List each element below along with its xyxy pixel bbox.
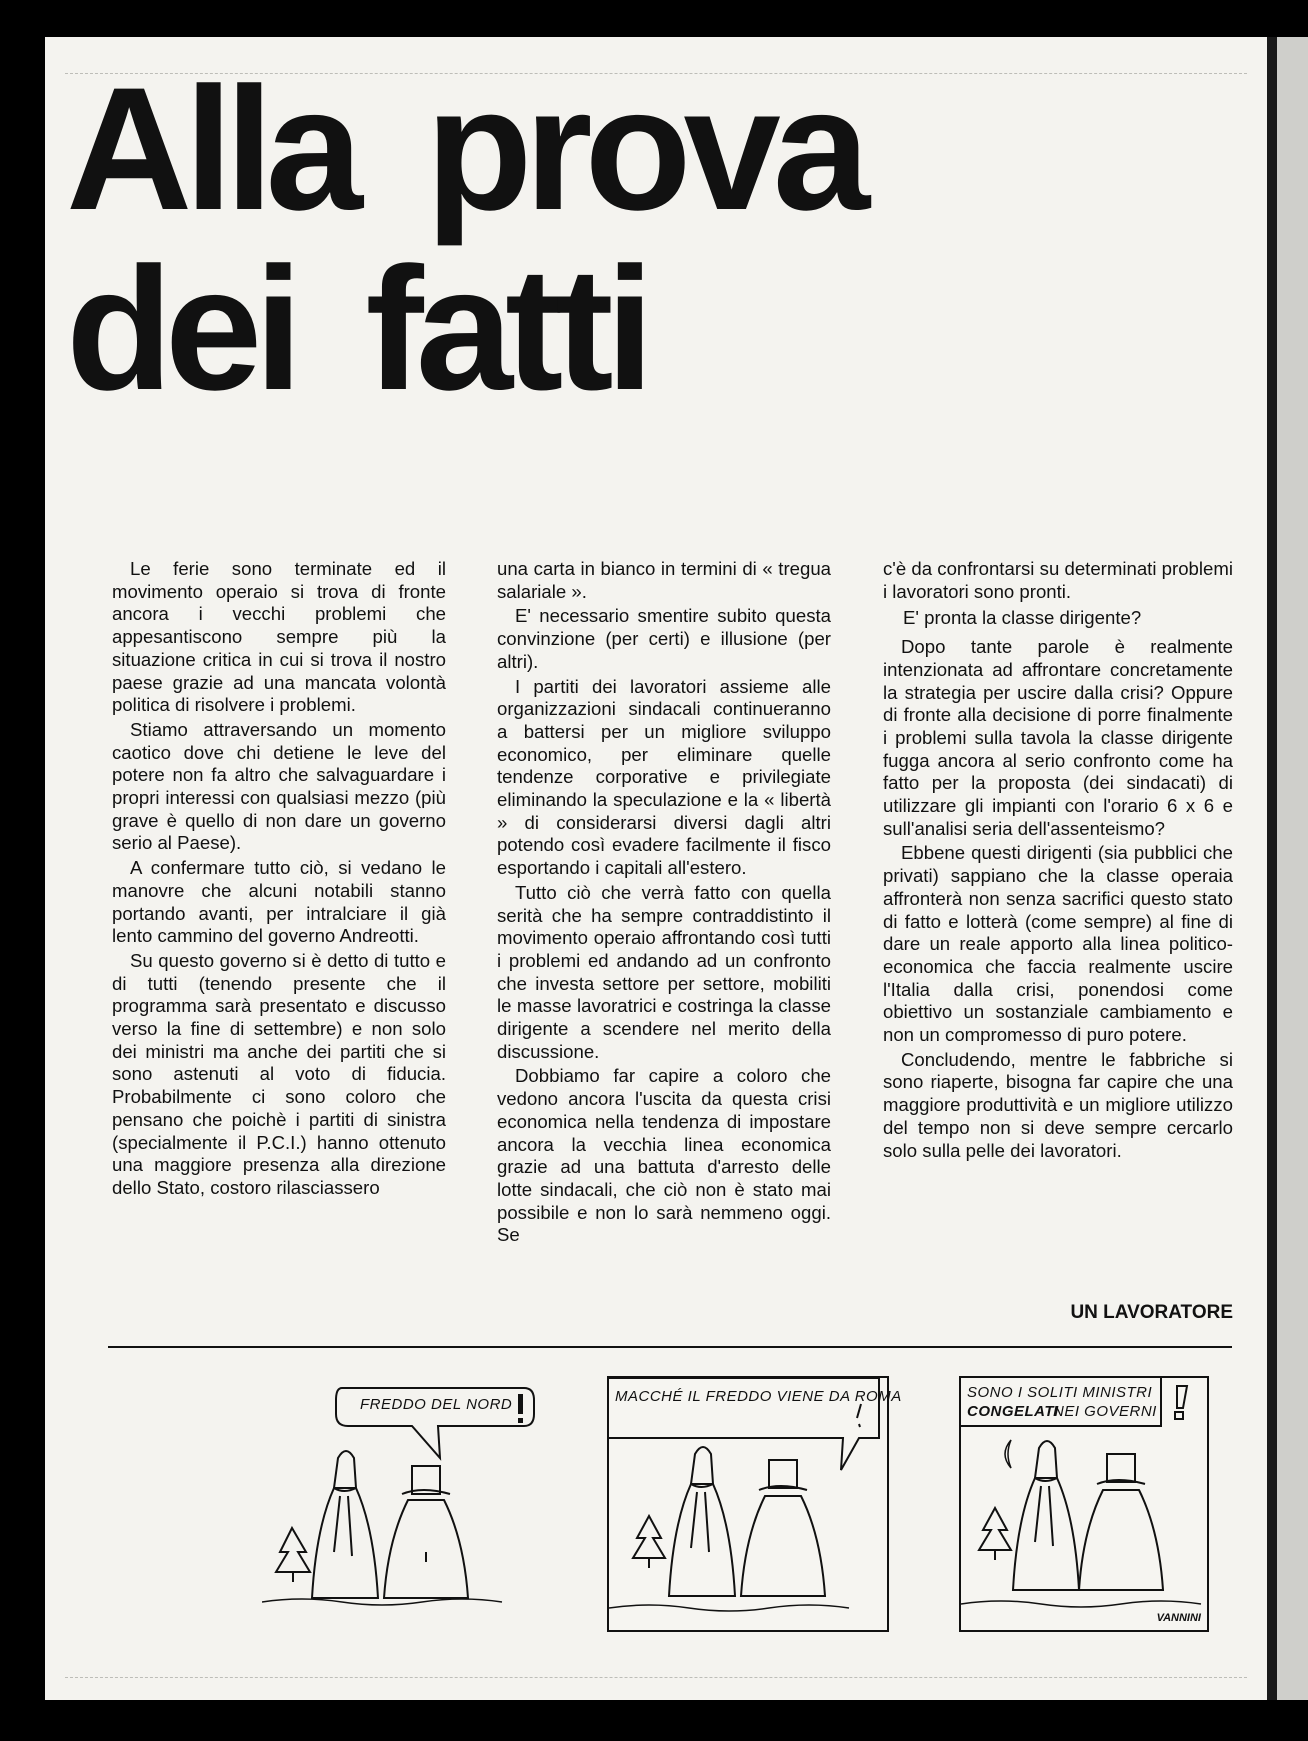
paragraph: Tutto ciò che verrà fatto con quella serità che ha sempre contraddistinto il movimento operaio affrontando così tutti i problemi ed andando ad un confronto che investa settore per settore, mobiliti le masse lavoratrici e costringa la classe dirigente a scendere nel merito della discussione.: [497, 881, 831, 1062]
speech-bubble-text-line1: SONO I SOLITI MINISTRI: [967, 1384, 1153, 1401]
speech-bubble-text: FREDDO DEL NORD: [360, 1396, 513, 1413]
paragraph: c'è da confrontarsi su determinati problemi i lavoratori sono pronti.: [883, 558, 1233, 602]
paragraph: Dobbiamo far capire a coloro che vedono ancora l'uscita da questa crisi economica nella tendenza di impostare ancora la vecchia linea economica grazie ad una battuta d'arresto delle lotte sindacali, che ciò non è stato mai possibile e non lo sarà nemmeno oggi. Se: [497, 1065, 831, 1246]
artist-signature: VANNINI: [1156, 1612, 1201, 1624]
author-signature: UN LAVORATORE: [1070, 1302, 1233, 1323]
adjacent-page-edge: [1267, 37, 1308, 1700]
comic-panel-1: [262, 1376, 558, 1628]
headline: [66, 52, 863, 427]
speech-bubble-text-rest: NEI GOVERNI: [1053, 1403, 1157, 1420]
paragraph: Stiamo attraversando un momento caotico dove chi detiene le leve del potere non fa altro che salvaguardare i propri interessi con qualsiasi mezzo (più grave è quello di non dare un governo serio al Paese).: [112, 718, 446, 854]
paragraph: Ebbene questi dirigenti (sia pubblici che privati) sappiano che la classe operaia affronterà non senza sacrifici questo stato di fatto e lotterà (come sempre) al fine di dare un reale apporto alla linea politico-economica che faccia realmente uscire l'Italia dalla crisi, ponendosi come obiettivo un sostanziale cambiamento e non un compromesso di puro potere.: [883, 842, 1233, 1046]
horizontal-rule: [108, 1346, 1232, 1348]
headline-line-2: dei fatti: [66, 232, 647, 427]
section-question: E' pronta la classe dirigente?: [903, 607, 1142, 629]
paragraph: A confermare tutto ciò, si vedano le manovre che alcuni notabili stanno portando avanti, per intralciare il già lento cammino del governo Andreotti.: [112, 857, 446, 947]
comic-drawing: [262, 1376, 558, 1628]
speech-bubble-text: MACCHÉ IL FREDDO VIENE DA ROMA: [615, 1388, 902, 1405]
paragraph: una carta in bianco in termini di « tregua salariale ».: [497, 558, 831, 602]
paragraph: Dopo tante parole è realmente intenzionata ad affrontare concretamente la strategia per uscire dalla crisi? Oppure di fronte alla decisione di porre finalmente i problemi sulla tavola la classe dirigente fugga ancora al serio confronto come ha fatto per la proposta (dei sindacati) di utilizzare gli impianti con l'orario 6 x 6 e sull'analisi seria dell'assenteismo?: [883, 636, 1233, 839]
paragraph: E' necessario smentire subito questa convinzione (per certi) e illusione (per altri).: [497, 605, 831, 672]
headline-line-1: Alla prova: [66, 52, 863, 247]
article-column-1: [112, 558, 446, 1202]
article-column-3: [883, 558, 1233, 1164]
bottom-dotted-line: [65, 1677, 1247, 1678]
article-column-2: [497, 558, 831, 1249]
paragraph: Su questo governo si è detto di tutto e di tutti (tenendo presente che il programma sarà presentato e discusso verso la fine di settembre) e non solo dei ministri ma anche dei partiti che si sono astenuti al voto di fiducia. Probabilmente ci sono coloro che pensano che poichè i partiti di sinistra (specialmente il P.C.I.) hanno ottenuto una maggiore presenza alla direzione dello Stato, costoro rilasciassero: [112, 949, 446, 1198]
speech-bubble-text-bold: CONGELATI: [967, 1403, 1059, 1420]
paragraph: Concludendo, mentre le fabbriche si sono riaperte, bisogna far capire che una maggiore produttività e un migliore utilizzo del tempo non si deve sempre cercarlo solo sulla pelle dei lavoratori.: [883, 1048, 1233, 1161]
paragraph: I partiti dei lavoratori assieme alle organizzazioni sindacali continueranno a battersi per un migliore sviluppo economico, per eliminare quelle tendenze corporative e privilegiate eliminando la speculazione e la « libertà » di considerarsi diversi dagli altri potendo così evadere facilmente il fisco esportando i capitali all'estero.: [497, 675, 831, 879]
comic-panel-2: [607, 1376, 902, 1632]
paragraph: Le ferie sono terminate ed il movimento operaio si trova di fronte ancora i vecchi problemi che appesantiscono sempre più la situazione critica in cui si trova il nostro paese grazie ad una mancata volontà politica di risolvere i problemi.: [112, 558, 446, 716]
comic-drawing: [609, 1378, 887, 1630]
comic-panel-3: [959, 1376, 1209, 1632]
